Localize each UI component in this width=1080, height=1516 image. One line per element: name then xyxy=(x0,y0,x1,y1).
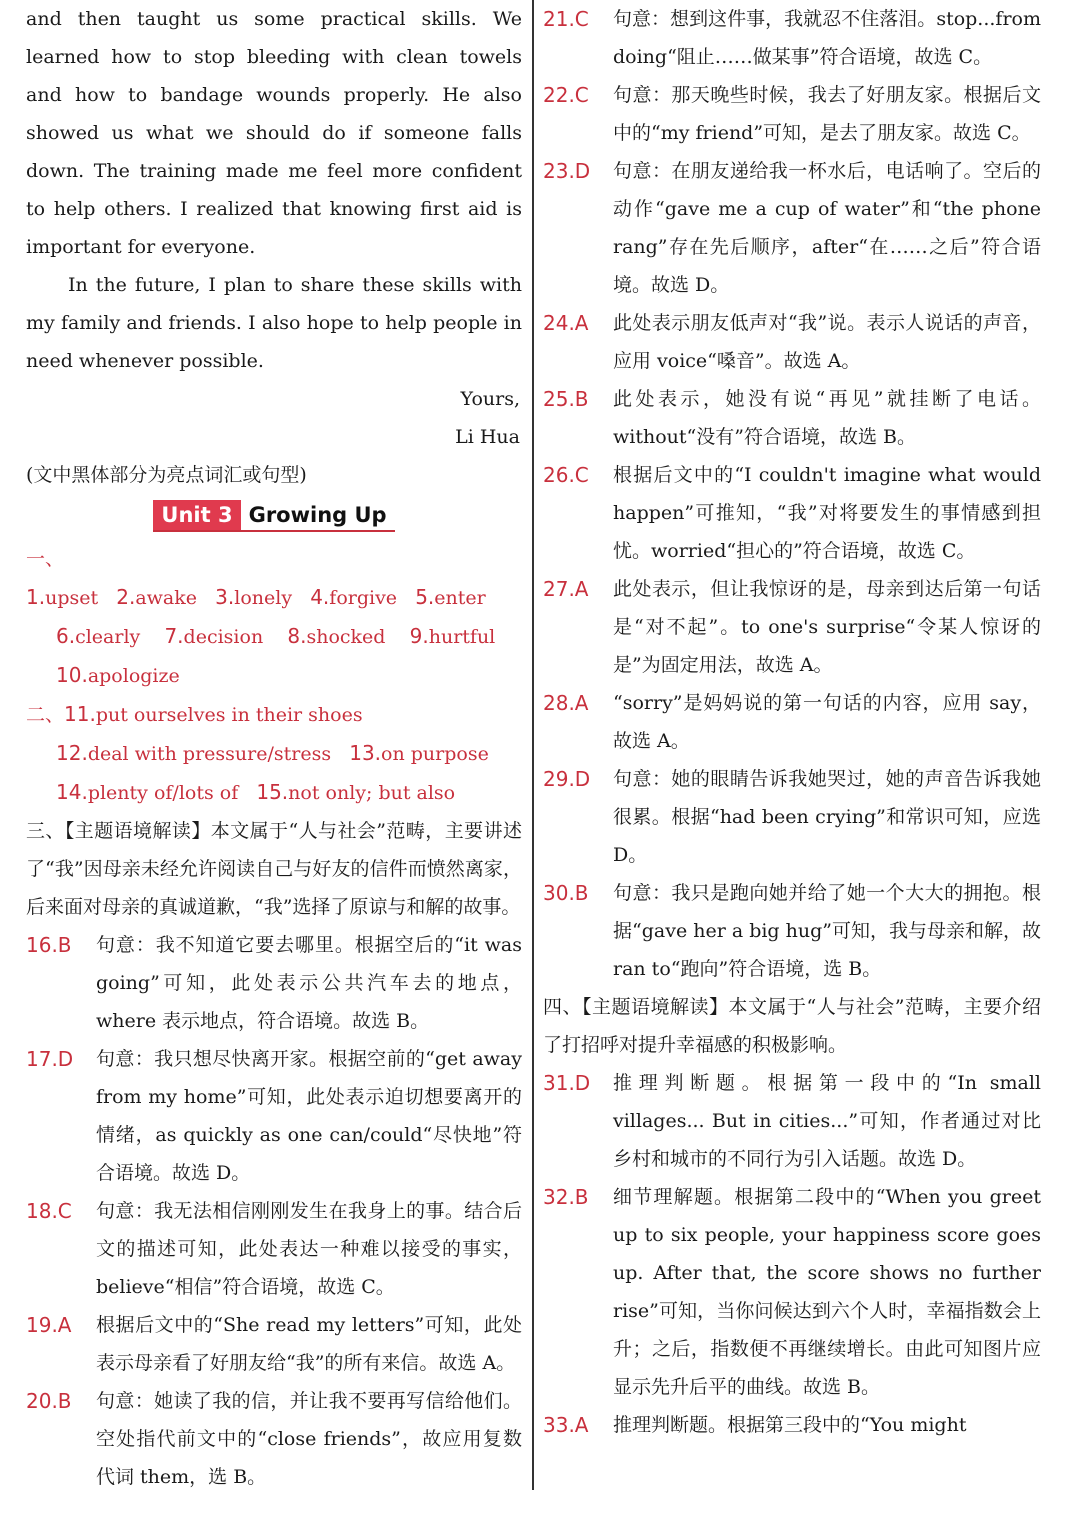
unit-label: Unit 3 xyxy=(153,500,240,530)
letter-paragraph-2: In the future, I plan to share these skills with my family and friends. I also hope to help people in need whenever possible. xyxy=(26,274,522,372)
section-2-vocab: 二、11.put ourselves in their shoes 12.deal with pressure/stress 13.on purpose 14.plenty of/lots of 15.not only; but also xyxy=(26,702,489,804)
answer-item: 33.A 推理判断题。根据第三段中的“You might xyxy=(543,1413,967,1437)
answer-item: 32.B 细节理解题。根据第二段中的“When you greet up to six people, your happiness score goes up. After that, the score shows no further rise”可知，当你问候达到六个人时，幸福指数会上升；之后，指数便不再继续增长。由此可知图片应显示先升后平的曲线。故选 B。 xyxy=(543,1185,1041,1398)
section-3-intro: 三、【主题语境解读】本文属于“人与社会”范畴，主要讲述了“我”因母亲未经允许阅读自己与好友的信件而愤然离家，后来面对母亲的真诚道歉，“我”选择了原谅与和解的故事。 xyxy=(26,820,522,918)
answer-item: 22.C 句意：那天晚些时候，我去了好朋友家。根据后文中的“my friend”可知，是去了朋友家。故选 C。 xyxy=(543,83,1041,144)
answer-item: 24.A 此处表示朋友低声对“我”说。表示人说话的声音，应用 voice“嗓音”。故选 A。 xyxy=(543,311,1041,372)
answer-item: 18.C 句意：我无法相信刚刚发生在我身上的事。结合后文的描述可知，此处表达一种难以接受的事实，believe“相信”符合语境，故选 C。 xyxy=(26,1199,522,1298)
unit-heading xyxy=(26,498,522,536)
unit-title: Growing Up xyxy=(248,503,387,527)
answer-item: 30.B 句意：我只是跑向她并给了她一个大大的拥抱。根据“gave her a big hug”可知，我与母亲和解，故 ran to“跑向”符合语境，选 B。 xyxy=(543,881,1041,980)
section-4-intro: 四、【主题语境解读】本文属于“人与社会”范畴，主要介绍了打招呼对提升幸福感的积极影响。 xyxy=(543,996,1041,1056)
answer-item: 27.A 此处表示，但让我惊讶的是，母亲到达后第一句话是“对不起”。to one's surprise“令某人惊讶的是”为固定用法，故选 A。 xyxy=(543,577,1041,676)
answer-item: 29.D 句意：她的眼睛告诉我她哭过，她的声音告诉我她很累。根据“had been crying”和常识可知，应选 D。 xyxy=(543,767,1041,866)
section-1-vocab: 一、1.upset 2.awake 3.lonely 4.forgive 5.enter 6.clearly 7.decision 8.shocked 9.hurtful 10.apologize xyxy=(26,548,496,687)
answer-item: 26.C 根据后文中的“I couldn't imagine what would happen”可推知，“我”对将要发生的事情感到担忧。worried“担心的”符合语境，故选 C。 xyxy=(543,463,1041,562)
letter-paragraph-1: and then taught us some practical skills. We learned how to stop bleeding with clean towels and how to bandage wounds properly. He also showed us what we should do if someone falls down. The training made me feel more confident to help others. I realized that knowing first aid is important for everyone. xyxy=(26,8,522,258)
right-column xyxy=(543,0,1041,1444)
answer-item: 19.A 根据后文中的“She read my letters”可知，此处表示母亲看了好朋友给“我”的所有来信。故选 A。 xyxy=(26,1313,522,1374)
answer-item: 28.A “sorry”是妈妈说的第一句话的内容，应用 say，故选 A。 xyxy=(543,691,1041,752)
letter-signature: Li Hua xyxy=(455,426,520,448)
letter-closing: Yours, xyxy=(460,388,520,410)
answer-item: 25.B 此处表示，她没有说“再见”就挂断了电话。without“没有”符合语境，故选 B。 xyxy=(543,387,1041,448)
answer-item: 23.D 句意：在朋友递给我一杯水后，电话响了。空后的动作“gave me a cup of water”和“the phone rang”存在先后顺序，after“在……之后”符合语境。故选 D。 xyxy=(543,159,1041,296)
bold-note: (文中黑体部分为亮点词汇或句型) xyxy=(26,464,307,486)
answer-item: 20.B 句意：她读了我的信，并让我不要再写信给他们。空处指代前文中的“close friends”，故应用复数代词 them，选 B。 xyxy=(26,1389,522,1488)
answer-item: 16.B 句意：我不知道它要去哪里。根据空后的“it was going”可知，此处表示公共汽车去的地点，where 表示地点，符合语境。故选 B。 xyxy=(26,933,522,1032)
answer-item: 17.D 句意：我只想尽快离开家。根据空前的“get away from my home”可知，此处表示迫切想要离开的情绪，as quickly as one can/could“尽快地”符合语境。故选 D。 xyxy=(26,1047,522,1184)
answer-item: 21.C 句意：想到这件事，我就忍不住落泪。stop...from doing“阻止……做某事”符合语境，故选 C。 xyxy=(543,7,1041,68)
answer-item: 31.D 推理判断题。根据第一段中的“In small villages... But in cities...”可知，作者通过对比乡村和城市的不同行为引入话题。故选 D。 xyxy=(543,1071,1041,1170)
left-column xyxy=(26,0,522,1496)
column-divider xyxy=(532,0,534,1490)
